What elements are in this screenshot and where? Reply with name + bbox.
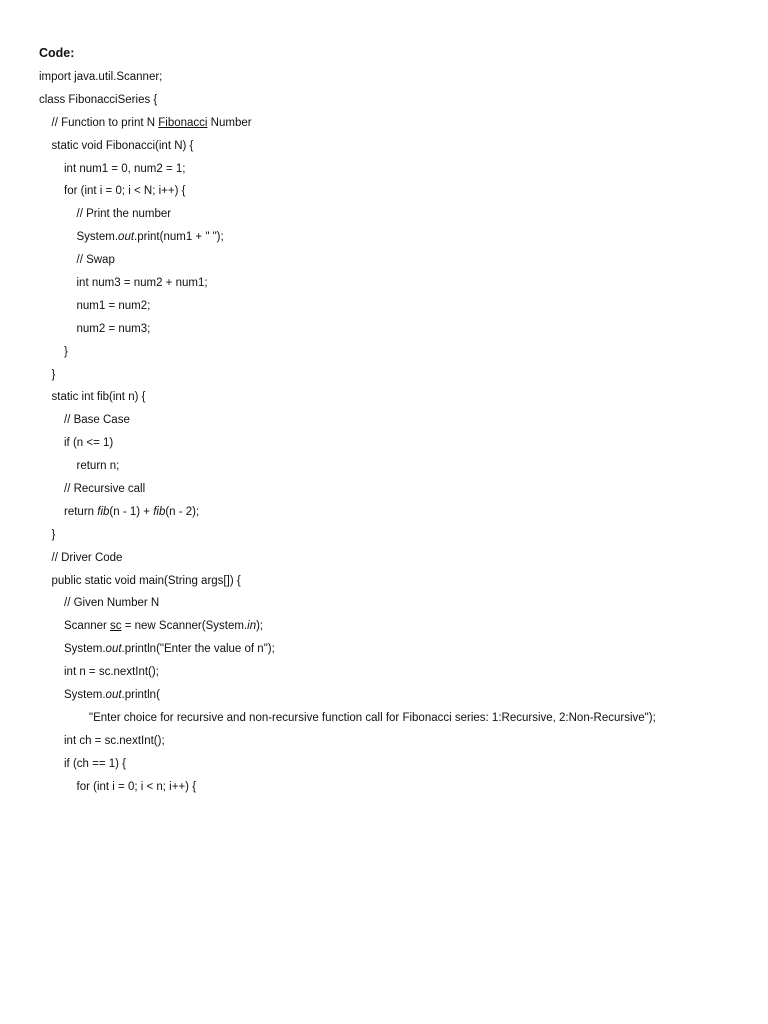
code-line: import java.util.Scanner; [39, 71, 163, 83]
code-text: = new Scanner(System. [121, 620, 248, 633]
code-line: num1 = num2; [76, 299, 151, 312]
code-line [39, 641, 759, 664]
code-line: // Swap [76, 254, 115, 267]
code-line: } [64, 345, 68, 358]
spellcheck-underlined-word: Fibonacci [158, 116, 208, 129]
code-line [39, 229, 759, 252]
code-line: int num1 = 0, num2 = 1; [64, 162, 186, 175]
code-line: // Base Case [64, 414, 130, 427]
code-line: // Driver Code [51, 551, 123, 564]
code-heading: Code: [39, 46, 75, 60]
code-text: .println( [121, 689, 160, 702]
code-line: int num3 = num2 + num1; [76, 277, 208, 290]
code-line: "Enter choice for recursive and non-recursive function call for Fibonacci series: 1:Recursive, 2:Non-Recursive"); [89, 711, 656, 724]
code-line: static int fib(int n) { [51, 391, 146, 404]
code-line: } [51, 368, 56, 381]
code-line: } [51, 528, 56, 541]
code-text: return [64, 505, 98, 518]
code-line: for (int i = 0; i < N; i++) { [64, 185, 186, 198]
code-line: // Given Number N [64, 597, 160, 610]
italic-code-text: fib [97, 505, 110, 518]
code-text: System. [64, 689, 106, 702]
code-line: public static void main(String args[]) { [51, 574, 241, 587]
italic-code-text: fib [153, 505, 166, 518]
code-line: if (n <= 1) [64, 437, 114, 450]
code-text: // Function to print N [51, 116, 159, 129]
code-block [39, 69, 759, 802]
code-text: Scanner [64, 620, 111, 633]
italic-code-text: out [105, 643, 122, 656]
code-line: int n = sc.nextInt(); [64, 666, 159, 679]
code-line: int ch = sc.nextInt(); [64, 734, 165, 747]
code-text: (n - 1) + [109, 505, 154, 518]
code-line [39, 115, 759, 138]
code-line: if (ch == 1) { [64, 757, 127, 770]
code-line [39, 618, 759, 641]
code-text: ); [256, 620, 264, 633]
code-line: // Print the number [76, 208, 172, 221]
code-line: // Recursive call [64, 483, 146, 496]
code-text: .println("Enter the value of n"); [121, 643, 275, 656]
code-text: System. [76, 231, 119, 244]
code-line: num2 = num3; [76, 322, 151, 335]
italic-code-text: out [118, 231, 135, 244]
italic-code-text: out [105, 689, 122, 702]
code-line: for (int i = 0; i < n; i++) { [76, 780, 197, 793]
code-text: System. [64, 643, 106, 656]
spellcheck-underlined-word: sc [110, 620, 122, 633]
code-line: static void Fibonacci(int N) { [51, 139, 194, 152]
code-text: Number [207, 116, 252, 129]
code-line [39, 687, 759, 710]
code-text: (n - 2); [165, 505, 200, 518]
code-line: class FibonacciSeries { [39, 93, 158, 106]
italic-code-text: in [247, 620, 257, 633]
code-line: return n; [76, 460, 120, 473]
code-text: .print(num1 + " "); [134, 231, 224, 244]
code-line [39, 504, 759, 527]
